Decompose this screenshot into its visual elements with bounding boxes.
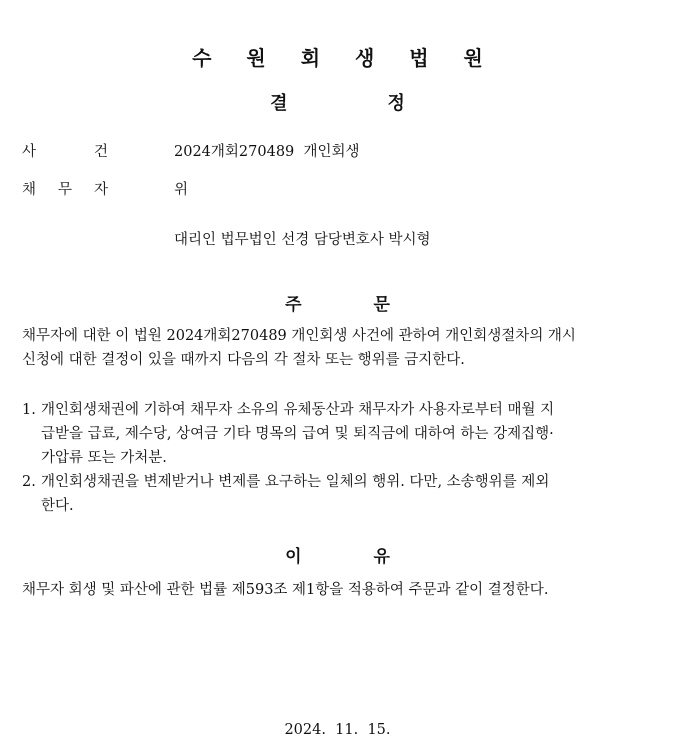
order-item-1 bbox=[22, 398, 652, 470]
debtor-label-char-3: 자 bbox=[94, 182, 109, 198]
case-label bbox=[22, 141, 174, 163]
reason-heading-char-1: 이 bbox=[285, 547, 302, 567]
order-item-number: 1. bbox=[22, 402, 36, 418]
case-label-char-2: 건 bbox=[94, 144, 109, 160]
case-number: 2024개회270489 개인회생 bbox=[174, 144, 360, 160]
order-heading-char-1: 주 bbox=[285, 295, 302, 315]
debtor-label bbox=[22, 179, 174, 201]
order-item-line: 급받을 급료, 제수당, 상여금 기타 명목의 급여 및 퇴직금에 대하여 하는 강제집행· bbox=[41, 426, 554, 442]
document-type-title bbox=[0, 89, 675, 115]
doc-type-char-1: 결 bbox=[270, 93, 288, 114]
debtor-label-char-2: 무 bbox=[58, 182, 73, 198]
order-item-2 bbox=[22, 470, 652, 518]
order-intro-line: 채무자에 대한 이 법원 2024개회270489 개인회생 사건에 관하여 개인회생절차의 개시 bbox=[22, 328, 576, 344]
case-row bbox=[22, 141, 360, 163]
case-label-char-1: 사 bbox=[22, 144, 37, 160]
order-heading-char-2: 문 bbox=[373, 295, 390, 315]
order-item-number: 2. bbox=[22, 474, 36, 490]
decision-date: 2024. 11. 15. bbox=[284, 722, 391, 738]
court-name: 수 원 회 생 법 원 bbox=[192, 46, 497, 70]
reason-heading-char-2: 유 bbox=[373, 547, 390, 567]
debtor-value: 위 bbox=[174, 182, 189, 198]
debtor-representative: 대리인 법무법인 선경 담당변호사 박시형 bbox=[174, 232, 431, 248]
order-intro bbox=[22, 324, 662, 372]
reason-heading bbox=[0, 542, 675, 567]
order-item-line: 가압류 또는 가처분. bbox=[41, 450, 167, 466]
order-list bbox=[22, 398, 652, 518]
order-intro-line: 신청에 대한 결정이 있을 때까지 다음의 각 절차 또는 행위를 금지한다. bbox=[22, 352, 465, 368]
order-heading bbox=[0, 290, 675, 315]
order-item-line: 한다. bbox=[41, 498, 74, 514]
reason-text: 채무자 회생 및 파산에 관한 법률 제593조 제1항을 적용하여 주문과 같이 결정한다. bbox=[22, 582, 549, 598]
order-item-line: 개인회생채권에 기하여 채무자 소유의 유체동산과 채무자가 사용자로부터 매월 지 bbox=[41, 402, 555, 418]
doc-type-char-2: 정 bbox=[387, 93, 405, 114]
debtor-label-char-1: 채 bbox=[22, 182, 37, 198]
order-item-line: 개인회생채권을 변제받거나 변제를 요구하는 일체의 행위. 다만, 소송행위를 제외 bbox=[41, 474, 550, 490]
debtor-row bbox=[22, 179, 188, 201]
